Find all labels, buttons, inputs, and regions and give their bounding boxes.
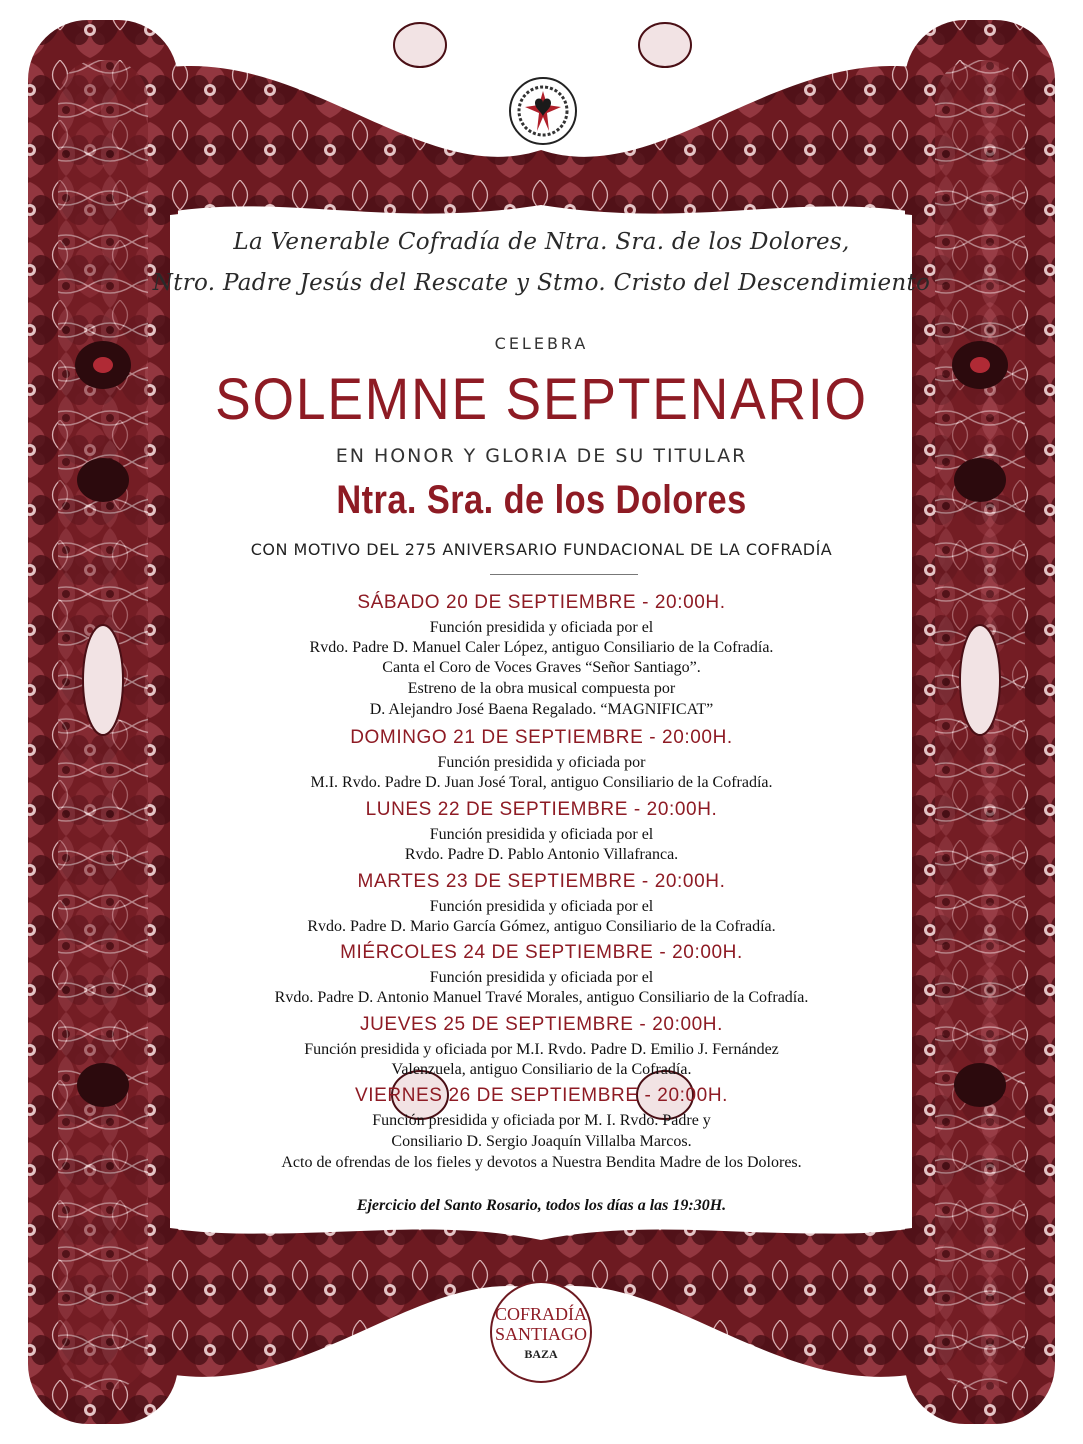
day-1-line-5: D. Alejandro José Baena Regalado. “MAGNIFICAT” — [369, 701, 714, 718]
day-3-line-2: Rvdo. Padre D. Pablo Antonio Villafranca. — [404, 846, 679, 863]
titular-name: Ntra. Sra. de los Dolores — [336, 478, 747, 522]
intro-line-1: La Venerable Cofradía de Ntra. Sra. de los Dolores, — [233, 229, 850, 255]
day-6-line-1: Función presidida y oficiada por M.I. Rvdo. Padre D. Emilio J. Fernández — [304, 1041, 779, 1058]
day-5-line-1: Función presidida y oficiada por el — [429, 969, 654, 986]
rosario-note: Ejercicio del Santo Rosario, todos los días a las 19:30H. — [356, 1197, 727, 1214]
day-5-line-2: Rvdo. Padre D. Antonio Manuel Travé Morales, antiguo Consiliario de la Cofradía. — [274, 989, 809, 1006]
day-4-line-2: Rvdo. Padre D. Mario García Gómez, antiguo Consiliario de la Cofradía. — [307, 918, 776, 935]
day-7-line-2: Consiliario D. Sergio Joaquín Villalba Marcos. — [391, 1133, 692, 1150]
day-2-line-2: M.I. Rvdo. Padre D. Juan José Toral, antiguo Consiliario de la Cofradía. — [310, 774, 773, 791]
day-heading-1: SÁBADO 20 DE SEPTIEMBRE - 20:00H. — [357, 592, 726, 613]
day-4-line-1: Función presidida y oficiada por el — [429, 898, 654, 915]
cofradia-santiago-logo — [489, 1280, 593, 1384]
day-heading-2: DOMINGO 21 DE SEPTIEMBRE - 20:00H. — [350, 727, 733, 748]
divider — [490, 574, 638, 575]
day-1-line-2: Rvdo. Padre D. Manuel Caler López, antiguo Consiliario de la Cofradía. — [309, 639, 774, 656]
day-1-line-4: Estreno de la obra musical compuesta por — [407, 680, 676, 697]
honor-subtitle: EN HONOR Y GLORIA DE SU TITULAR — [335, 445, 748, 467]
logo-line-1: COFRADÍA — [494, 1304, 587, 1324]
cofradia-emblem — [509, 77, 577, 145]
day-7-line-3: Acto de ofrendas de los fieles y devotos a Nuestra Bendita Madre de los Dolores. — [281, 1154, 802, 1171]
day-6-line-2: Valenzuela, antiguo Consiliario de la Cofradía. — [391, 1061, 692, 1078]
celebra-label: CELEBRA — [494, 334, 589, 353]
day-heading-6: JUEVES 25 DE SEPTIEMBRE - 20:00H. — [360, 1014, 723, 1035]
day-heading-4: MARTES 23 DE SEPTIEMBRE - 20:00H. — [357, 871, 726, 892]
day-1-line-1: Función presidida y oficiada por el — [429, 619, 654, 636]
day-heading-7: VIERNES 26 DE SEPTIEMBRE - 20:00H. — [354, 1085, 729, 1106]
day-3-line-1: Función presidida y oficiada por el — [429, 826, 654, 843]
day-7-line-1: Función presidida y oficiada por M. I. Rvdo. Padre y — [372, 1112, 711, 1129]
logo-line-2: SANTIAGO — [495, 1324, 587, 1344]
day-heading-5: MIÉRCOLES 24 DE SEPTIEMBRE - 20:00H. — [340, 942, 743, 963]
logo-line-3: BAZA — [524, 1347, 558, 1361]
anniversary-line: CON MOTIVO DEL 275 ANIVERSARIO FUNDACIONAL DE LA COFRADÍA — [250, 540, 833, 559]
intro-line-2: Ntro. Padre Jesús del Rescate y Stmo. Cristo del Descendimiento — [152, 270, 931, 296]
page-title: SOLEMNE SEPTENARIO — [215, 367, 868, 432]
day-1-line-3: Canta el Coro de Voces Graves “Señor Santiago”. — [382, 659, 701, 676]
day-2-line-1: Función presidida y oficiada por — [437, 754, 646, 771]
day-heading-3: LUNES 22 DE SEPTIEMBRE - 20:00H. — [365, 799, 718, 820]
